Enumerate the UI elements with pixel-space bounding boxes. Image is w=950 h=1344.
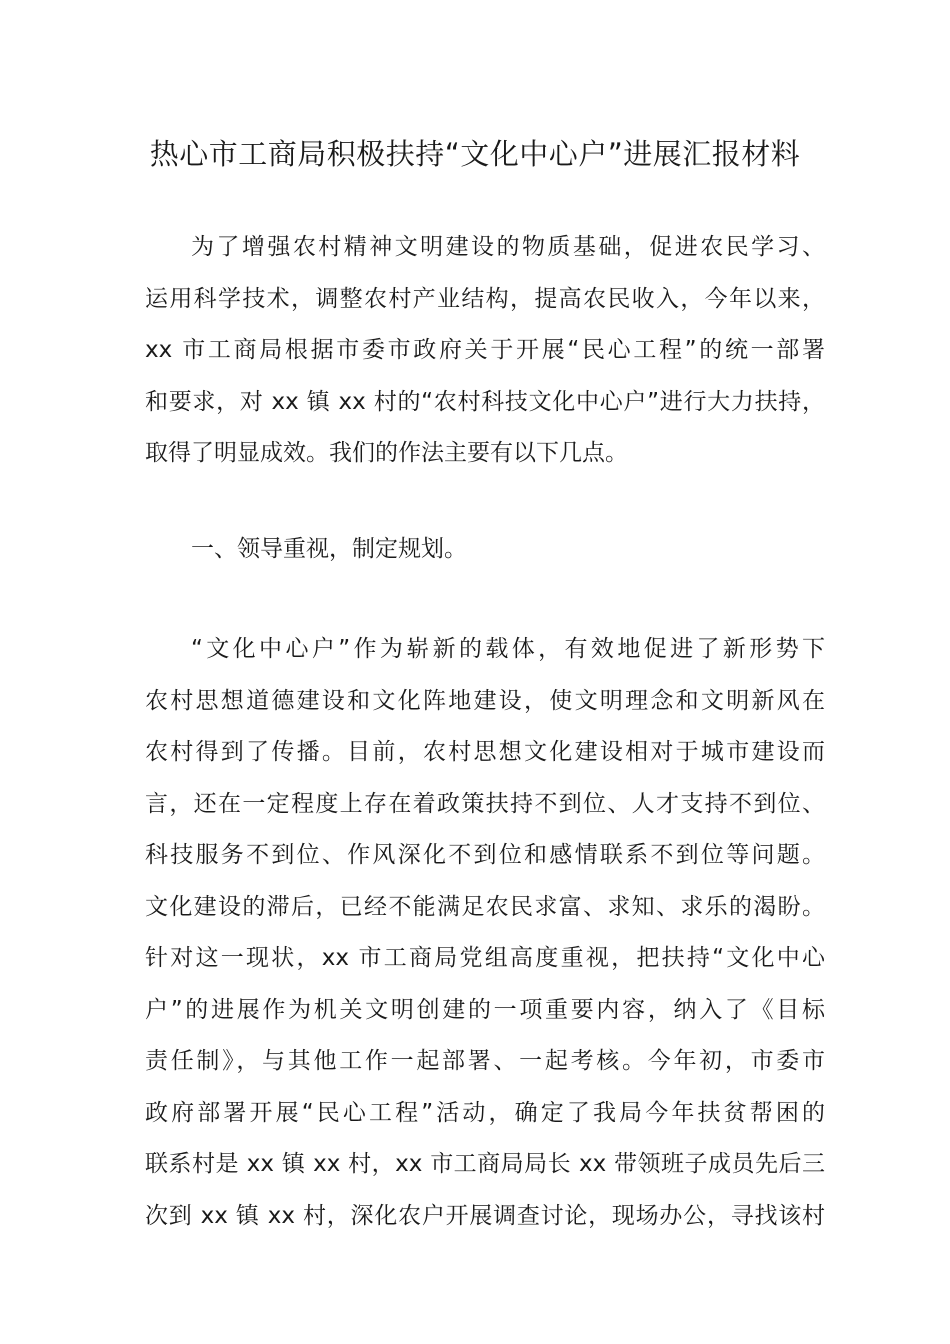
- paragraph-line: “文化中心户”作为崭新的载体，有效地促进了新形势下: [191, 636, 825, 662]
- section-heading: [145, 524, 825, 576]
- paragraph-line: xx 市工商局根据市委市政府关于开展“民心工程”的统一部署: [145, 337, 825, 363]
- paragraph-line: 联系村是 xx 镇 xx 村，xx 市工商局局长 xx 带领班子成员先后三: [145, 1151, 825, 1177]
- paragraph-line: 农村得到了传播。目前，农村思想文化建设相对于城市建设而: [145, 739, 825, 765]
- section-heading-text: 一、领导重视，制定规划。: [191, 536, 467, 562]
- paragraph-line: 责任制》，与其他工作一起部署、一起考核。今年初，市委市: [145, 1048, 825, 1074]
- paragraph-line: 政府部署开展“民心工程”活动，确定了我局今年扶贫帮困的: [145, 1099, 825, 1126]
- paragraph-line: 言，还在一定程度上存在着政策扶持不到位、人才支持不到位、: [145, 790, 825, 817]
- paragraph-intro: [145, 222, 825, 480]
- paragraph-line: 和要求，对 xx 镇 xx 村的“农村科技文化中心户”进行大力扶持，: [145, 388, 825, 415]
- paragraph-line: 运用科学技术，调整农村产业结构，提高农民收入，今年以来，: [145, 285, 825, 312]
- paragraph-line: 科技服务不到位、作风深化不到位和感情联系不到位等问题。: [145, 842, 825, 868]
- paragraph-line: 取得了明显成效。我们的作法主要有以下几点。: [145, 440, 628, 466]
- paragraph-line: 次到 xx 镇 xx 村，深化农户开展调查讨论，现场办公，寻找该村: [145, 1202, 825, 1229]
- paragraph-line: 为了增强农村精神文明建设的物质基础，促进农民学习、: [191, 234, 825, 260]
- document-title: 热心市工商局积极扶持“文化中心户”进展汇报材料: [149, 137, 801, 171]
- paragraph-line: 文化建设的滞后，已经不能满足农民求富、求知、求乐的渴盼。: [145, 893, 825, 920]
- paragraph-line: 针对这一现状，xx 市工商局党组高度重视，把扶持“文化中心: [145, 945, 825, 971]
- paragraph-section-1: [145, 624, 825, 1242]
- paragraph-line: 户”的进展作为机关文明创建的一项重要内容，纳入了《目标: [145, 996, 825, 1023]
- paragraph-line: 农村思想道德建设和文化阵地建设，使文明理念和文明新风在: [145, 687, 825, 714]
